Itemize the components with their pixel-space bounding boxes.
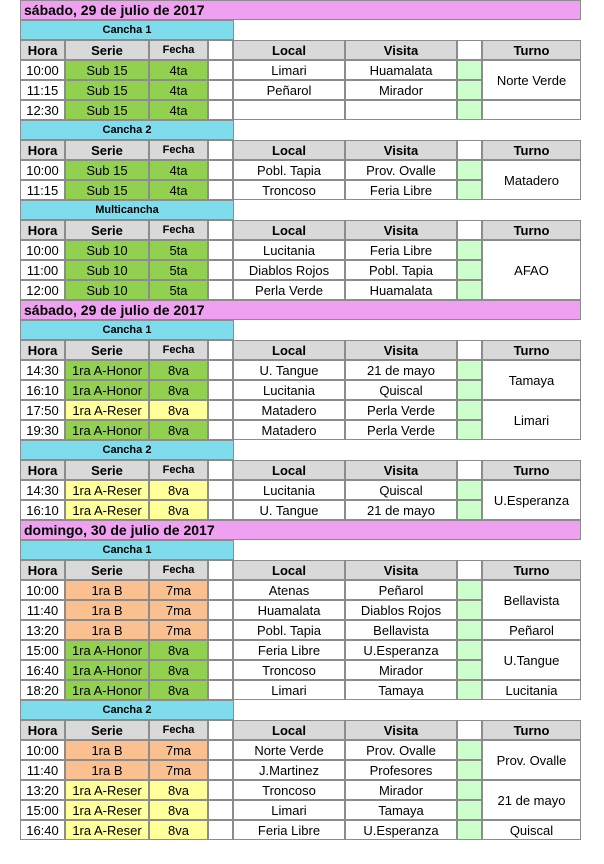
turno-cell: Lucitania (482, 680, 581, 700)
gap-cell (208, 180, 233, 200)
header-turno: Turno (482, 340, 581, 360)
fecha-cell: 8va (149, 360, 208, 380)
gap-cell (457, 600, 482, 620)
header-hora: Hora (20, 220, 65, 240)
gap-cell (457, 260, 482, 280)
visita-cell: Mirador (345, 660, 457, 680)
header-local: Local (233, 140, 345, 160)
fecha-cell: 8va (149, 380, 208, 400)
header-gap (457, 340, 482, 360)
hora-cell: 14:30 (20, 360, 65, 380)
visita-cell: Perla Verde (345, 420, 457, 440)
serie-cell: 1ra A-Reser (65, 780, 149, 800)
header-gap (208, 720, 233, 740)
gap-cell (208, 60, 233, 80)
turno-cell (482, 100, 581, 120)
turno-cell: Bellavista (482, 580, 581, 620)
hora-cell: 10:00 (20, 160, 65, 180)
gap-cell (457, 820, 482, 840)
local-cell: Peñarol (233, 80, 345, 100)
gap-cell (208, 240, 233, 260)
serie-cell: 1ra B (65, 600, 149, 620)
serie-cell: 1ra A-Reser (65, 400, 149, 420)
local-cell: Feria Libre (233, 640, 345, 660)
serie-cell: 1ra A-Honor (65, 360, 149, 380)
visita-cell: U.Esperanza (345, 820, 457, 840)
header-fecha: Fecha (149, 460, 208, 480)
local-cell: Atenas (233, 580, 345, 600)
hora-cell: 14:30 (20, 480, 65, 500)
local-cell: Troncoso (233, 660, 345, 680)
fecha-cell: 8va (149, 800, 208, 820)
header-hora: Hora (20, 140, 65, 160)
header-gap (457, 560, 482, 580)
gap-cell (457, 380, 482, 400)
day-header: sábado, 29 de julio de 2017 (20, 300, 581, 320)
visita-cell: 21 de mayo (345, 500, 457, 520)
serie-cell: Sub 10 (65, 280, 149, 300)
serie-cell: Sub 10 (65, 240, 149, 260)
serie-cell: 1ra A-Honor (65, 640, 149, 660)
serie-cell: Sub 15 (65, 60, 149, 80)
header-gap (208, 220, 233, 240)
gap-cell (208, 640, 233, 660)
fecha-cell: 4ta (149, 80, 208, 100)
serie-cell: Sub 15 (65, 100, 149, 120)
gap-cell (208, 800, 233, 820)
hora-cell: 11:40 (20, 600, 65, 620)
header-serie: Serie (65, 460, 149, 480)
local-cell: Limari (233, 680, 345, 700)
header-gap (457, 40, 482, 60)
gap-cell (457, 760, 482, 780)
header-gap (457, 140, 482, 160)
fecha-cell: 8va (149, 500, 208, 520)
turno-cell: U.Tangue (482, 640, 581, 680)
header-local: Local (233, 220, 345, 240)
hora-cell: 15:00 (20, 800, 65, 820)
fecha-cell: 8va (149, 680, 208, 700)
header-serie: Serie (65, 40, 149, 60)
header-fecha: Fecha (149, 560, 208, 580)
local-cell: Lucitania (233, 240, 345, 260)
header-gap (457, 720, 482, 740)
column-header-row (0, 140, 604, 160)
gap-cell (457, 360, 482, 380)
local-cell: Perla Verde (233, 280, 345, 300)
turno-cell: 21 de mayo (482, 780, 581, 820)
gap-cell (208, 100, 233, 120)
header-visita: Visita (345, 340, 457, 360)
header-turno: Turno (482, 720, 581, 740)
gap-cell (208, 380, 233, 400)
hora-cell: 19:30 (20, 420, 65, 440)
visita-cell: Prov. Ovalle (345, 740, 457, 760)
header-local: Local (233, 460, 345, 480)
header-hora: Hora (20, 460, 65, 480)
header-gap (208, 140, 233, 160)
header-local: Local (233, 340, 345, 360)
gap-cell (208, 820, 233, 840)
header-serie: Serie (65, 720, 149, 740)
hora-cell: 10:00 (20, 240, 65, 260)
serie-cell: 1ra A-Honor (65, 680, 149, 700)
header-serie: Serie (65, 140, 149, 160)
turno-cell: Matadero (482, 160, 581, 200)
header-hora: Hora (20, 340, 65, 360)
fecha-cell: 7ma (149, 620, 208, 640)
hora-cell: 16:40 (20, 820, 65, 840)
header-fecha: Fecha (149, 140, 208, 160)
venue-label: Cancha 2 (20, 700, 234, 720)
venue-label: Multicancha (20, 200, 234, 220)
hora-cell: 13:20 (20, 780, 65, 800)
header-fecha: Fecha (149, 340, 208, 360)
serie-cell: 1ra A-Reser (65, 500, 149, 520)
gap-cell (208, 480, 233, 500)
header-visita: Visita (345, 560, 457, 580)
local-cell (233, 100, 345, 120)
header-gap (208, 560, 233, 580)
gap-cell (457, 60, 482, 80)
gap-cell (457, 660, 482, 680)
visita-cell: Mirador (345, 80, 457, 100)
venue-label: Cancha 2 (20, 440, 234, 460)
local-cell: Lucitania (233, 480, 345, 500)
local-cell: Limari (233, 60, 345, 80)
gap-cell (457, 420, 482, 440)
venue-label: Cancha 2 (20, 120, 234, 140)
local-cell: Pobl. Tapia (233, 620, 345, 640)
hora-cell: 16:10 (20, 380, 65, 400)
local-cell: Matadero (233, 400, 345, 420)
visita-cell: Peñarol (345, 580, 457, 600)
gap-cell (208, 740, 233, 760)
fecha-cell: 7ma (149, 760, 208, 780)
hora-cell: 11:15 (20, 180, 65, 200)
venue-label: Cancha 1 (20, 540, 234, 560)
local-cell: Feria Libre (233, 820, 345, 840)
visita-cell: Pobl. Tapia (345, 260, 457, 280)
hora-cell: 16:40 (20, 660, 65, 680)
header-local: Local (233, 40, 345, 60)
visita-cell: Quiscal (345, 380, 457, 400)
column-header-row (0, 460, 604, 480)
serie-cell: 1ra A-Honor (65, 420, 149, 440)
serie-cell: 1ra A-Reser (65, 800, 149, 820)
hora-cell: 16:10 (20, 500, 65, 520)
local-cell: U. Tangue (233, 360, 345, 380)
column-header-row (0, 560, 604, 580)
hora-cell: 11:00 (20, 260, 65, 280)
gap-cell (457, 100, 482, 120)
fecha-cell: 8va (149, 420, 208, 440)
turno-cell: Quiscal (482, 820, 581, 840)
serie-cell: 1ra A-Honor (65, 660, 149, 680)
turno-cell: Norte Verde (482, 60, 581, 100)
serie-cell: 1ra A-Reser (65, 820, 149, 840)
local-cell: J.Martinez (233, 760, 345, 780)
fecha-cell: 4ta (149, 100, 208, 120)
gap-cell (208, 400, 233, 420)
turno-cell: U.Esperanza (482, 480, 581, 520)
venue-label: Cancha 1 (20, 20, 234, 40)
header-visita: Visita (345, 720, 457, 740)
column-header-row (0, 40, 604, 60)
gap-cell (208, 280, 233, 300)
local-cell: Diablos Rojos (233, 260, 345, 280)
visita-cell: Bellavista (345, 620, 457, 640)
header-gap (208, 40, 233, 60)
gap-cell (208, 600, 233, 620)
local-cell: Troncoso (233, 780, 345, 800)
visita-cell: Prov. Ovalle (345, 160, 457, 180)
gap-cell (208, 620, 233, 640)
venue-label: Cancha 1 (20, 320, 234, 340)
fecha-cell: 4ta (149, 180, 208, 200)
gap-cell (208, 780, 233, 800)
column-header-row (0, 220, 604, 240)
visita-cell (345, 100, 457, 120)
hora-cell: 10:00 (20, 580, 65, 600)
header-fecha: Fecha (149, 720, 208, 740)
header-gap (457, 220, 482, 240)
header-visita: Visita (345, 40, 457, 60)
visita-cell: Huamalata (345, 280, 457, 300)
hora-cell: 13:20 (20, 620, 65, 640)
gap-cell (457, 500, 482, 520)
header-visita: Visita (345, 460, 457, 480)
gap-cell (457, 400, 482, 420)
gap-cell (208, 660, 233, 680)
local-cell: Norte Verde (233, 740, 345, 760)
hora-cell: 11:40 (20, 760, 65, 780)
header-turno: Turno (482, 560, 581, 580)
visita-cell: Mirador (345, 780, 457, 800)
hora-cell: 10:00 (20, 740, 65, 760)
fecha-cell: 8va (149, 820, 208, 840)
turno-cell: Prov. Ovalle (482, 740, 581, 780)
fecha-cell: 8va (149, 480, 208, 500)
turno-cell: Tamaya (482, 360, 581, 400)
local-cell: Huamalata (233, 600, 345, 620)
fecha-cell: 8va (149, 780, 208, 800)
gap-cell (457, 580, 482, 600)
header-fecha: Fecha (149, 220, 208, 240)
day-header: sábado, 29 de julio de 2017 (20, 0, 581, 20)
serie-cell: Sub 10 (65, 260, 149, 280)
gap-cell (457, 800, 482, 820)
visita-cell: Huamalata (345, 60, 457, 80)
fecha-cell: 5ta (149, 260, 208, 280)
hora-cell: 12:30 (20, 100, 65, 120)
fecha-cell: 7ma (149, 600, 208, 620)
serie-cell: 1ra B (65, 580, 149, 600)
hora-cell: 10:00 (20, 60, 65, 80)
local-cell: Troncoso (233, 180, 345, 200)
gap-cell (208, 500, 233, 520)
fecha-cell: 7ma (149, 740, 208, 760)
gap-cell (457, 780, 482, 800)
fecha-cell: 4ta (149, 60, 208, 80)
serie-cell: 1ra A-Honor (65, 380, 149, 400)
header-turno: Turno (482, 140, 581, 160)
header-hora: Hora (20, 560, 65, 580)
header-local: Local (233, 720, 345, 740)
visita-cell: Perla Verde (345, 400, 457, 420)
fecha-cell: 4ta (149, 160, 208, 180)
visita-cell: Feria Libre (345, 180, 457, 200)
local-cell: Pobl. Tapia (233, 160, 345, 180)
visita-cell: Quiscal (345, 480, 457, 500)
header-fecha: Fecha (149, 40, 208, 60)
serie-cell: Sub 15 (65, 80, 149, 100)
gap-cell (457, 480, 482, 500)
serie-cell: 1ra B (65, 740, 149, 760)
header-visita: Visita (345, 140, 457, 160)
fecha-cell: 8va (149, 660, 208, 680)
turno-cell: Peñarol (482, 620, 581, 640)
local-cell: Limari (233, 800, 345, 820)
header-serie: Serie (65, 560, 149, 580)
hora-cell: 12:00 (20, 280, 65, 300)
gap-cell (208, 760, 233, 780)
visita-cell: Profesores (345, 760, 457, 780)
serie-cell: Sub 15 (65, 160, 149, 180)
gap-cell (457, 680, 482, 700)
serie-cell: Sub 15 (65, 180, 149, 200)
header-gap (208, 460, 233, 480)
hora-cell: 18:20 (20, 680, 65, 700)
header-turno: Turno (482, 460, 581, 480)
header-hora: Hora (20, 40, 65, 60)
visita-cell: Feria Libre (345, 240, 457, 260)
gap-cell (208, 420, 233, 440)
gap-cell (208, 680, 233, 700)
gap-cell (457, 620, 482, 640)
header-hora: Hora (20, 720, 65, 740)
serie-cell: 1ra B (65, 760, 149, 780)
serie-cell: 1ra B (65, 620, 149, 640)
turno-cell: Limari (482, 400, 581, 440)
column-header-row (0, 720, 604, 740)
hora-cell: 17:50 (20, 400, 65, 420)
gap-cell (208, 160, 233, 180)
header-serie: Serie (65, 220, 149, 240)
column-header-row (0, 340, 604, 360)
header-gap (457, 460, 482, 480)
day-header: domingo, 30 de julio de 2017 (20, 520, 581, 540)
fecha-cell: 7ma (149, 580, 208, 600)
visita-cell: Tamaya (345, 800, 457, 820)
header-serie: Serie (65, 340, 149, 360)
gap-cell (457, 180, 482, 200)
gap-cell (208, 260, 233, 280)
header-local: Local (233, 560, 345, 580)
header-visita: Visita (345, 220, 457, 240)
turno-cell: AFAO (482, 240, 581, 300)
hora-cell: 15:00 (20, 640, 65, 660)
gap-cell (208, 80, 233, 100)
visita-cell: 21 de mayo (345, 360, 457, 380)
gap-cell (457, 740, 482, 760)
gap-cell (457, 640, 482, 660)
header-turno: Turno (482, 220, 581, 240)
gap-cell (457, 280, 482, 300)
gap-cell (457, 80, 482, 100)
serie-cell: 1ra A-Reser (65, 480, 149, 500)
gap-cell (457, 160, 482, 180)
fecha-cell: 5ta (149, 280, 208, 300)
visita-cell: Diablos Rojos (345, 600, 457, 620)
visita-cell: U.Esperanza (345, 640, 457, 660)
local-cell: U. Tangue (233, 500, 345, 520)
fecha-cell: 5ta (149, 240, 208, 260)
local-cell: Lucitania (233, 380, 345, 400)
hora-cell: 11:15 (20, 80, 65, 100)
fecha-cell: 8va (149, 400, 208, 420)
gap-cell (208, 360, 233, 380)
header-gap (208, 340, 233, 360)
header-turno: Turno (482, 40, 581, 60)
fecha-cell: 8va (149, 640, 208, 660)
gap-cell (208, 580, 233, 600)
local-cell: Matadero (233, 420, 345, 440)
gap-cell (457, 240, 482, 260)
visita-cell: Tamaya (345, 680, 457, 700)
